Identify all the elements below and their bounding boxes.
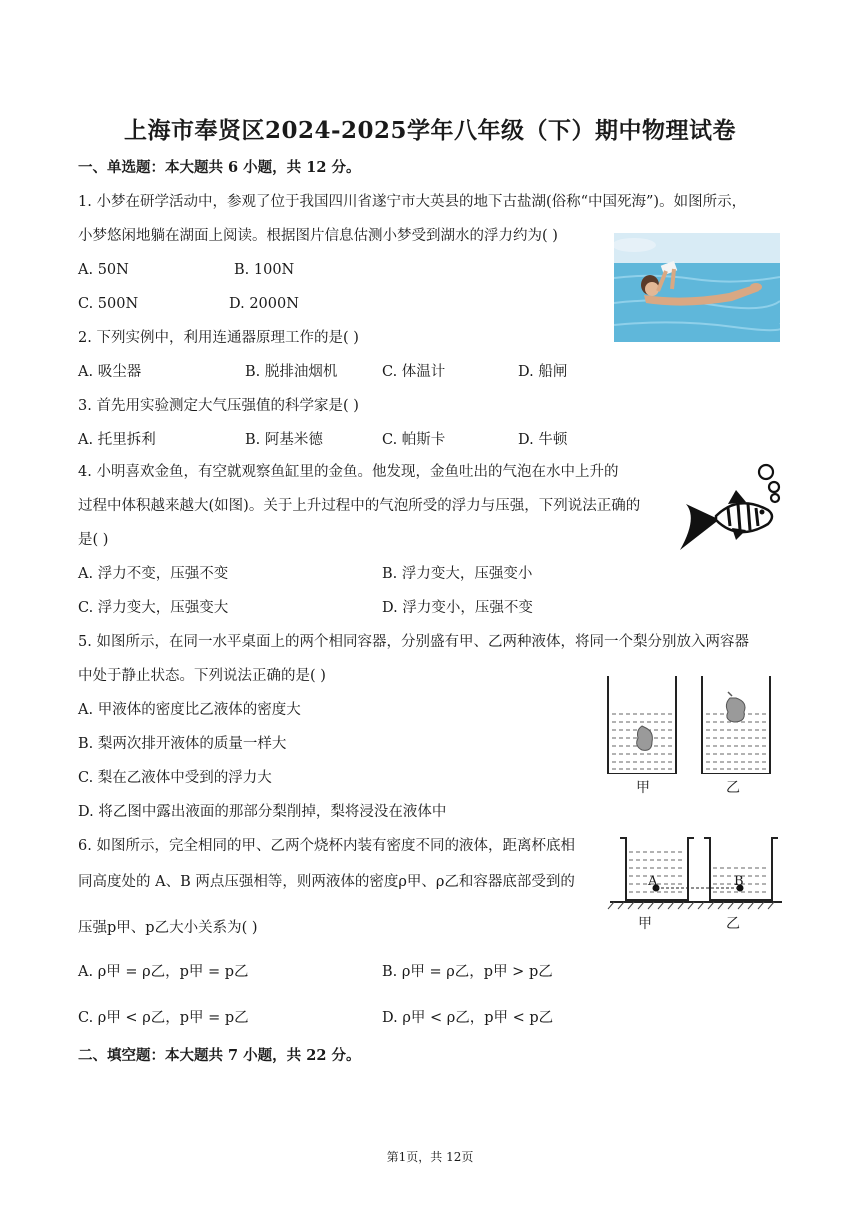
page-footer: 第1页，共 12页	[386, 1150, 474, 1164]
q4-stem-line2: 过程中体积越来越大(如图)。关于上升过程中的气泡所受的浮力与压强，下列说法正确的	[78, 498, 641, 514]
q4-stem-line1: 4. 小明喜欢金鱼，有空就观察鱼缸里的金鱼。他发现，金鱼吐出的气泡在水中上升的	[78, 464, 619, 480]
q3-option-b: B. 阿基米德	[245, 432, 323, 448]
q4-option-d: D. 浮力变小，压强不变	[382, 600, 533, 616]
q4-fish-bubbles-figure	[676, 460, 786, 560]
q5-option-c: C. 梨在乙液体中受到的浮力大	[78, 770, 272, 786]
q2-option-b: B. 脱排油烟机	[245, 364, 338, 380]
q1-option-b: B. 100N	[234, 262, 295, 278]
q3-option-a: A. 托里拆利	[78, 432, 156, 448]
q1-option-d: D. 2000N	[229, 296, 299, 312]
q1-dead-sea-photo	[614, 233, 780, 342]
q4-option-a: A. 浮力不变，压强不变	[78, 566, 229, 582]
page-title: 上海市奉贤区2024-2025学年八年级（下）期中物理试卷	[123, 117, 737, 144]
q2-option-c: C. 体温计	[382, 364, 446, 380]
q6-label-left: 甲	[638, 916, 652, 932]
q2-option-d: D. 船闸	[518, 364, 568, 380]
section-1-heading: 一、单选题：本大题共 6 小题，共 12 分。	[78, 159, 361, 176]
q1-stem-line1: 1. 小梦在研学活动中，参观了位于我国四川省遂宁市大英县的地下古盐湖(俗称“中国死海”)。如图所示，	[78, 194, 747, 210]
q6-stem-line2: 同高度处的 A、B 两点压强相等，则两液体的密度ρ甲、ρ乙和容器底部受到的	[78, 874, 575, 890]
q5-label-right: 乙	[726, 780, 740, 796]
q6-option-d: D. ρ甲 < ρ乙，p甲 < p乙	[382, 1010, 554, 1026]
q4-stem-line3: 是( )	[78, 532, 109, 548]
q5-container-right	[702, 676, 770, 774]
q6-stem-line3: 压强p甲、p乙大小关系为( )	[78, 920, 258, 936]
q5-containers-figure	[604, 674, 784, 774]
q6-stem-line1: 6. 如图所示，完全相同的甲、乙两个烧杯内装有密度不同的液体，距离杯底相	[78, 838, 575, 854]
q5-label-left: 甲	[636, 780, 650, 796]
section-2-heading: 二、填空题：本大题共 7 小题，共 22 分。	[78, 1047, 361, 1064]
q4-option-c: C. 浮力变大，压强变大	[78, 600, 229, 616]
q1-stem-line2: 小梦悠闲地躺在湖面上阅读。根据图片信息估测小梦受到湖水的浮力约为( )	[78, 228, 558, 244]
q1-option-a: A. 50N	[78, 262, 129, 278]
q5-stem-line2: 中处于静止状态。下列说法正确的是( )	[78, 668, 326, 684]
q6-label-right: 乙	[726, 916, 740, 932]
q5-option-b: B. 梨两次排开液体的质量一样大	[78, 736, 287, 752]
q2-option-a: A. 吸尘器	[78, 364, 142, 380]
q5-container-left	[608, 676, 676, 774]
q6-point-b-label: B	[734, 874, 744, 889]
q6-beakers-figure	[606, 832, 782, 912]
q3-stem: 3. 首先用实验测定大气压强值的科学家是( )	[78, 398, 359, 414]
q4-option-b: B. 浮力变大，压强变小	[382, 566, 533, 582]
q1-option-c: C. 500N	[78, 296, 139, 312]
q2-stem: 2. 下列实例中，利用连通器原理工作的是( )	[78, 330, 359, 346]
q5-stem-line1: 5. 如图所示，在同一水平桌面上的两个相同容器，分别盛有甲、乙两种液体，将同一个梨分别放入两容器	[78, 634, 749, 650]
q6-point-a-label: A	[648, 874, 658, 889]
q5-option-a: A. 甲液体的密度比乙液体的密度大	[78, 702, 301, 718]
q6-option-b: B. ρ甲 = ρ乙，p甲 > p乙	[382, 964, 553, 980]
q5-option-d: D. 将乙图中露出液面的那部分梨削掉，梨将浸没在液体中	[78, 804, 447, 820]
q6-option-a: A. ρ甲 = ρ乙，p甲 = p乙	[78, 964, 249, 980]
q3-option-c: C. 帕斯卡	[382, 432, 446, 448]
q6-option-c: C. ρ甲 < ρ乙，p甲 = p乙	[78, 1010, 249, 1026]
q3-option-d: D. 牛顿	[518, 432, 568, 448]
